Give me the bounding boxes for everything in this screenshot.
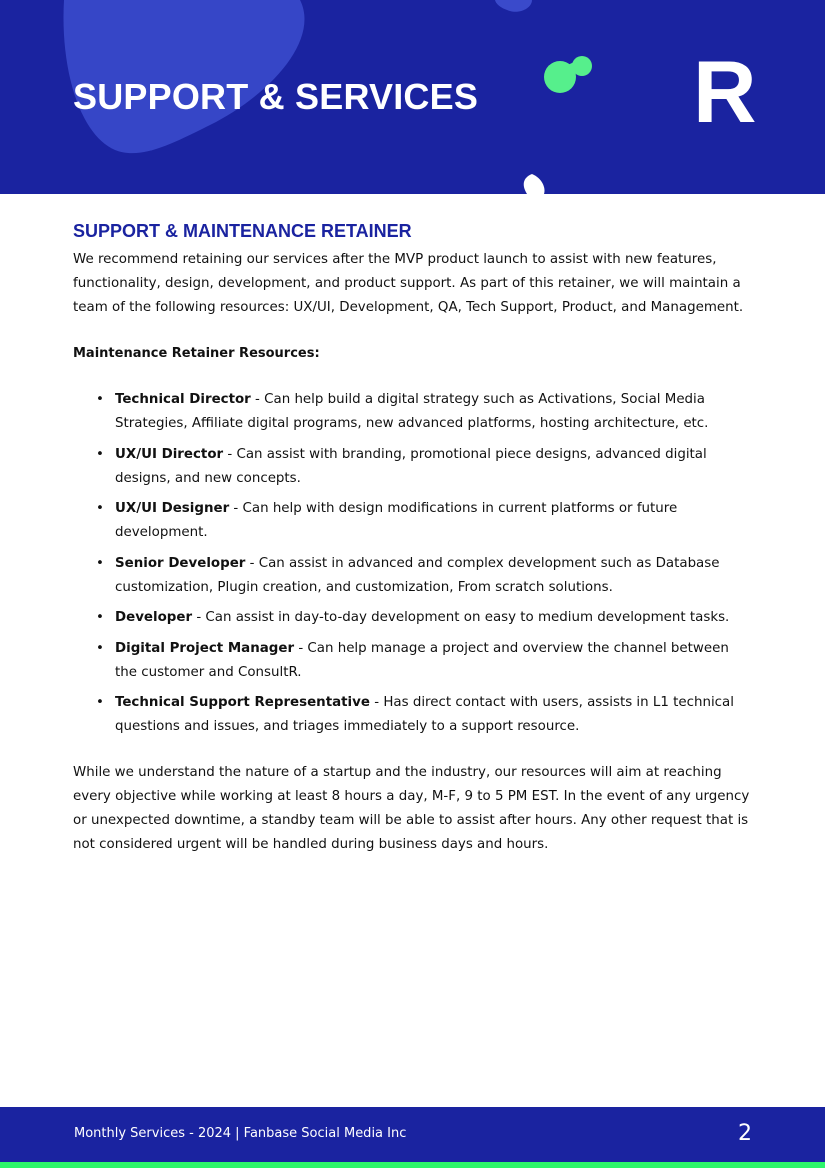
page-title: SUPPORT & SERVICES — [73, 76, 479, 117]
resources-list — [73, 388, 758, 739]
list-item — [73, 691, 745, 739]
resource-description: - Can assist with branding, promotional piece designs, advanced digital designs, and new concepts. — [115, 446, 707, 486]
footer-accent-stripe — [0, 1162, 825, 1168]
footer-text: Monthly Services - 2024 | Fanbase Social Media Inc — [74, 1126, 407, 1141]
resource-title: UX/UI Designer — [115, 501, 230, 516]
bullet: • — [96, 392, 104, 407]
list-item — [73, 552, 745, 600]
page-header — [0, 0, 825, 194]
list-item — [73, 497, 745, 545]
page-number: 2 — [738, 1121, 752, 1146]
resources-heading: Maintenance Retainer Resources: — [73, 346, 320, 361]
resource-title: UX/UI Director — [115, 446, 224, 462]
list-item — [73, 606, 745, 630]
resource-description: - Can help build a digital strategy such as Activations, Social Media Strategies, Affiliate digital programs, new advanced platforms, hosting architecture, etc. — [115, 392, 709, 431]
resource-description: - Can assist in day-to-day development on easy to medium development tasks. — [192, 610, 730, 625]
list-item — [73, 637, 745, 685]
blob-shape-small — [495, 0, 532, 12]
bullet: • — [96, 446, 104, 462]
resource-description: - Can help with design modifications in current platforms or future development. — [115, 501, 678, 540]
list-item — [73, 443, 745, 491]
resource-description: - Can help manage a project and overview the channel between the customer and ConsultR. — [115, 640, 729, 680]
resource-description: - Can assist in advanced and complex development such as Database customization, Plugin creation, and customization, From scratch solutions. — [115, 555, 720, 595]
resource-description: - Has direct contact with users, assists in L1 technical questions and issues, and triages immediately to a support resource. — [115, 695, 734, 734]
bullet: • — [96, 610, 104, 625]
resource-title: Technical Support Representative — [115, 695, 370, 710]
closing-paragraph: While we understand the nature of a startup and the industry, our resources will aim at reaching every objective while working at least 8 hours a day, M-F, 9 to 5 PM EST. In the event of any urgency or unexpected downtime, a standby team will be able to assist after hours. Any other request that is not considered urgent will be handled during business days and hours. — [73, 765, 750, 852]
bullet: • — [96, 501, 104, 516]
bullet: • — [96, 555, 104, 571]
resource-title: Technical Director — [115, 392, 251, 407]
bullet: • — [96, 695, 104, 710]
resource-title: Developer — [115, 610, 193, 625]
resource-title: Senior Developer — [115, 555, 246, 571]
list-item — [73, 388, 745, 436]
section-heading: SUPPORT & MAINTENANCE RETAINER — [73, 221, 412, 241]
bullet: • — [96, 640, 104, 656]
white-drop-shape — [524, 174, 545, 194]
intro-paragraph: We recommend retaining our services after the MVP product launch to assist with new features, functionality, design, development, and product support. As part of this retainer, we will maintain a team of the following resources: UX/UI, Development, QA, Tech Support, Product, and Management. — [73, 252, 744, 315]
main-content — [73, 220, 758, 857]
resource-title: Digital Project Manager — [115, 640, 295, 656]
brand-logo: R — [693, 42, 757, 141]
page-footer — [0, 1107, 825, 1162]
